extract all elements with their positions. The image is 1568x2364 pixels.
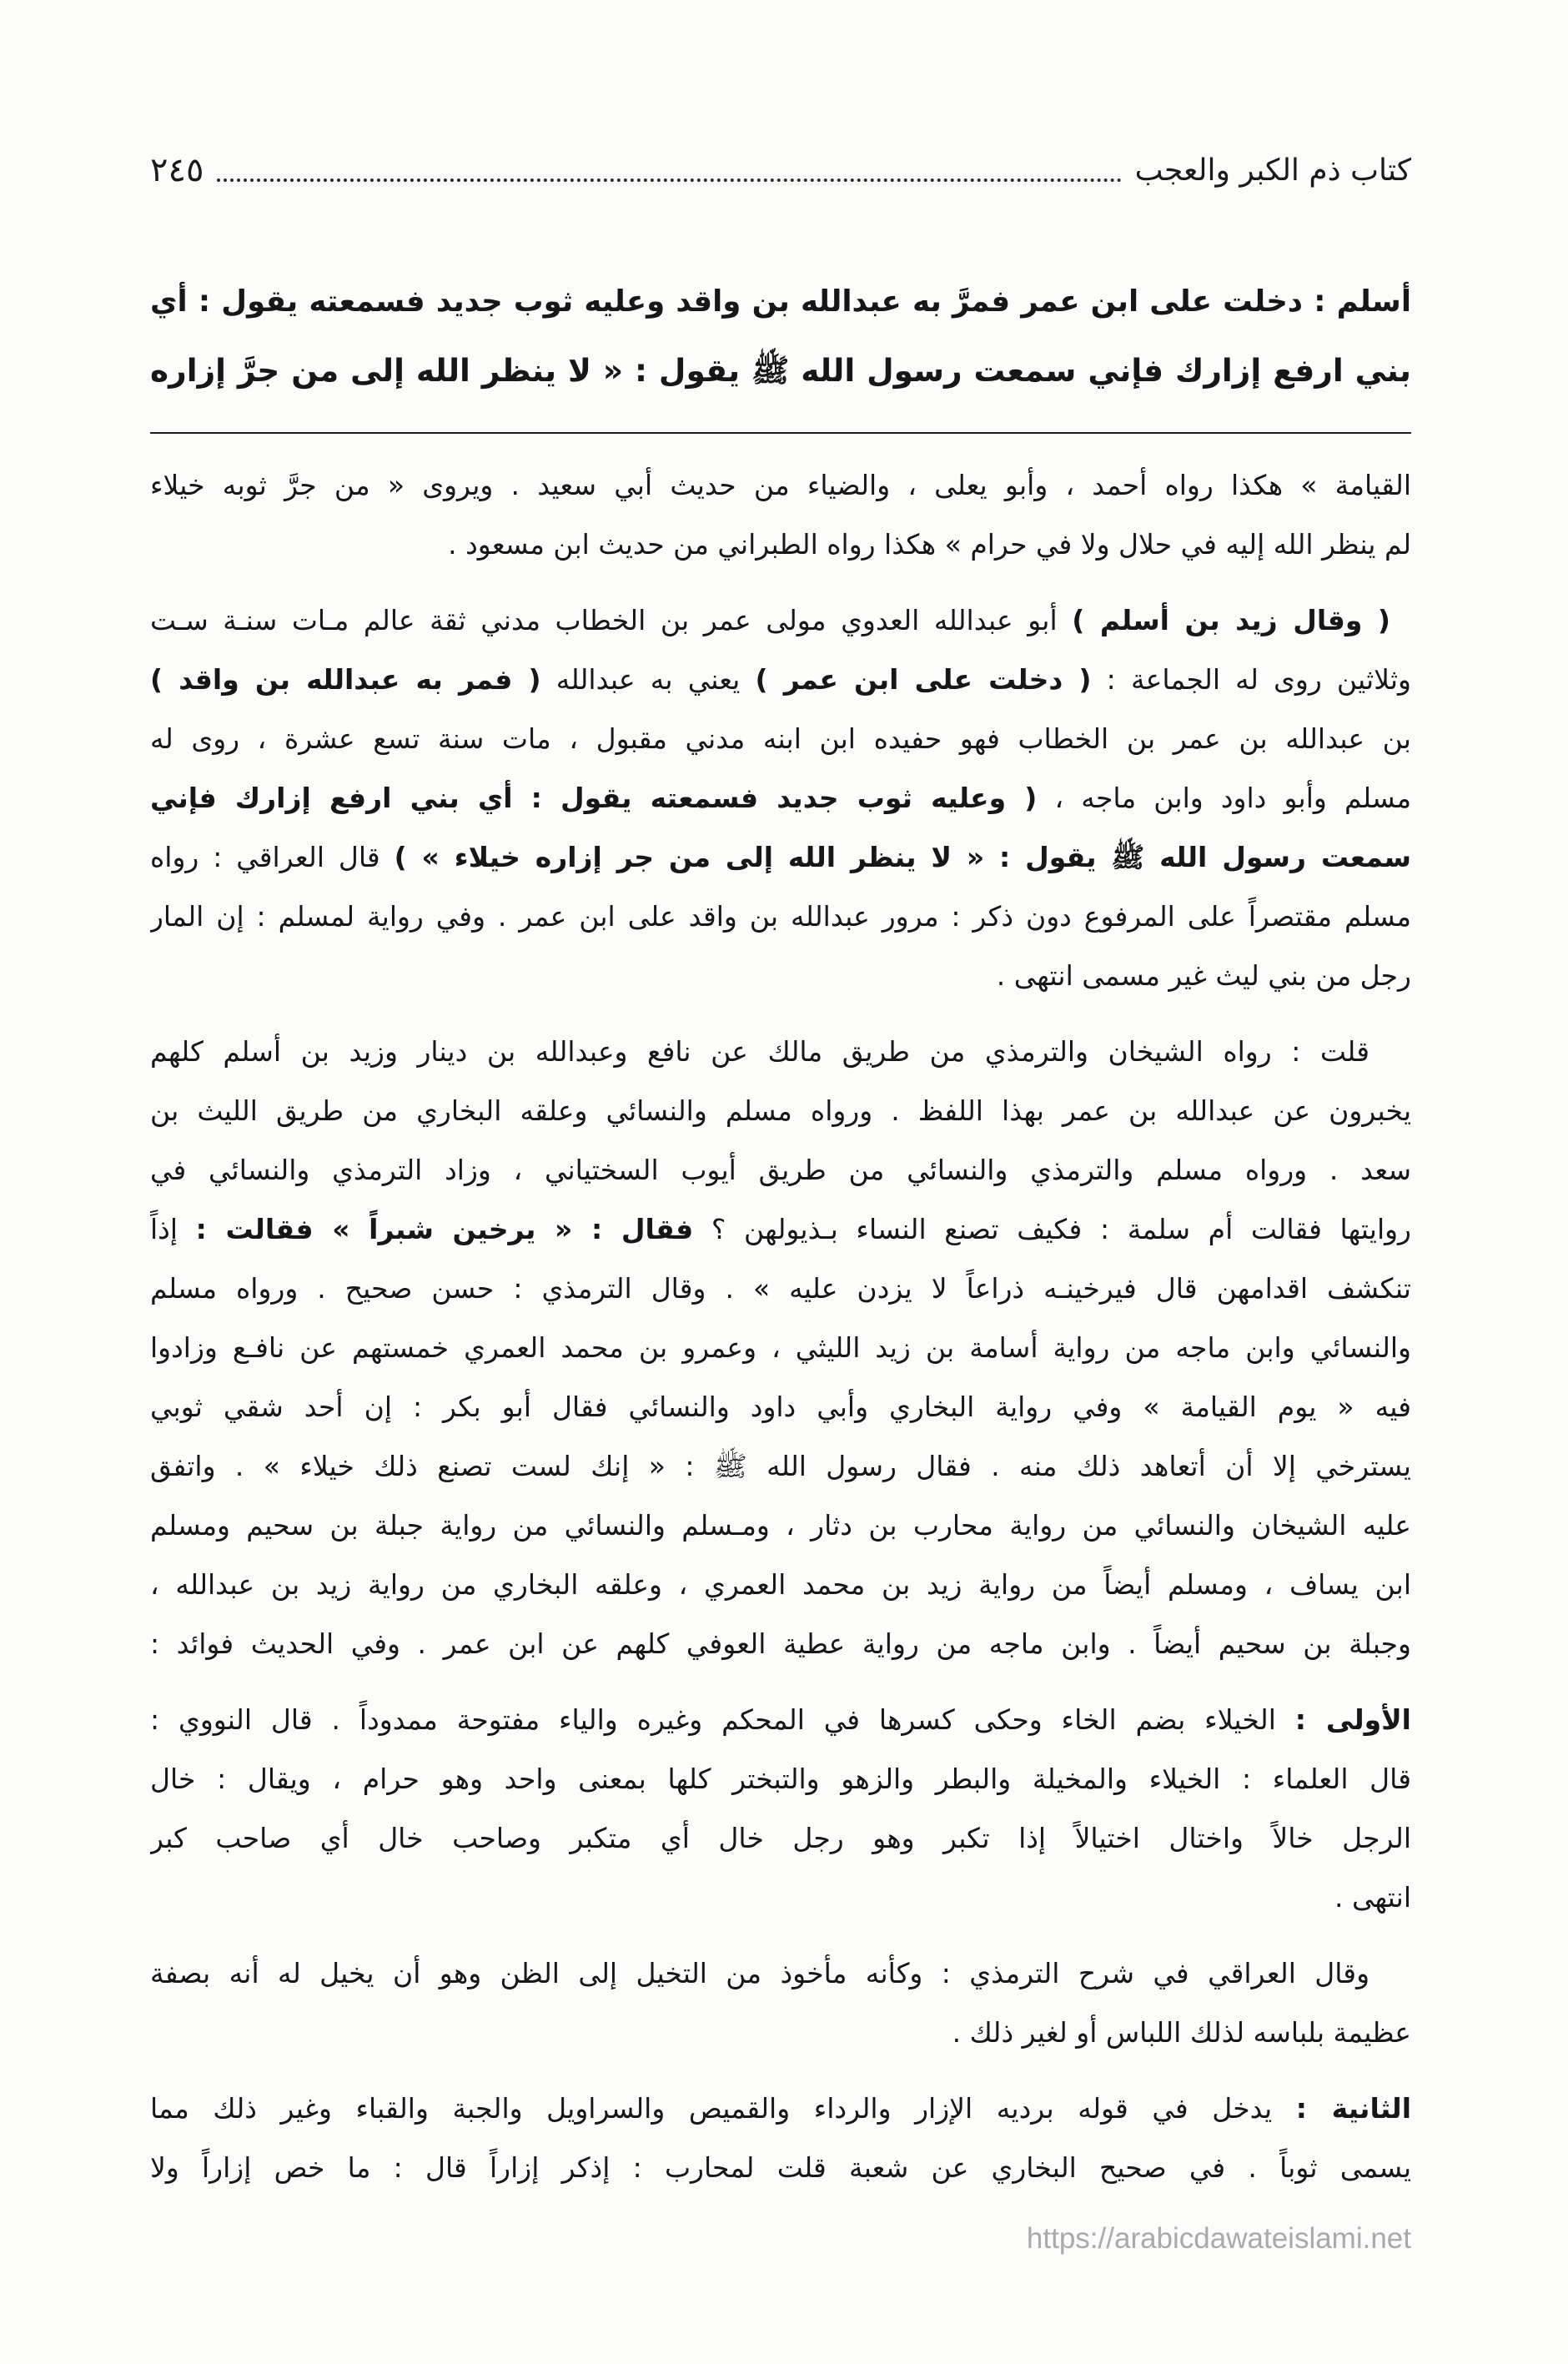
bold-text-segment: الأولى : [1294, 1703, 1411, 1736]
commentary-line [150, 1022, 1411, 1081]
commentary-paragraph [150, 591, 1411, 1005]
commentary-line [150, 1318, 1411, 1377]
text-segment: وجبلة بن سحيم أيضاً . وابن ماجه من رواية عطية العوفي كلهم عن ابن عمر . وفي الحديث فوائد : [150, 1627, 1411, 1660]
text-segment: إذاً [150, 1213, 196, 1245]
text-segment: عليه الشيخان والنسائي من رواية محارب بن دثار ، ومـسلم والنسائي من رواية جبلة بن سحيم ومسلم [150, 1509, 1411, 1542]
bold-text-segment: ( وقال زيد بن أسلم ) [1072, 604, 1390, 636]
text-segment: قال العلماء : الخيلاء والمخيلة والبطر والزهو والتبختر كلها بمعنى واحد وهو حرام ، ويقال : خال [150, 1763, 1411, 1795]
commentary-line [150, 2138, 1411, 2197]
commentary-line [150, 1944, 1411, 2003]
commentary-line [150, 1808, 1411, 1868]
text-segment: يعني به عبدالله [540, 663, 756, 696]
matn-line [150, 336, 1411, 405]
commentary-line [150, 768, 1411, 827]
commentary-line [150, 1614, 1411, 1673]
bold-text-segment: ( فمر به عبدالله بن واقد ) [150, 663, 541, 696]
text-segment: وقال العراقي في شرح الترمذي : وكأنه مأخوذ من التخيل إلى الظن وهو أن يخيل له أنه بصفة [150, 1957, 1369, 1989]
commentary-line [150, 515, 1411, 574]
commentary-line [150, 1749, 1411, 1808]
commentary-line [150, 1140, 1411, 1200]
text-segment: بن عبدالله بن عمر بن الخطاب فهو حفيده ابن ابنه مدني مقبول ، مات سنة تسع عشرة ، روى له [150, 722, 1411, 755]
text-segment: رجل من بني ليث غير مسمى انتهى . [996, 959, 1411, 992]
text-segment: انتهى . [1334, 1881, 1411, 1914]
commentary-line [150, 1868, 1411, 1927]
text-segment: لم ينظر الله إليه في حلال ولا في حرام » هكذا رواه الطبراني من حديث ابن مسعود . [448, 528, 1411, 561]
text-segment: مسلم وأبو داود وابن ماجه ، [1037, 782, 1411, 814]
text-segment: أسلم : دخلت على ابن عمر فمرَّ به عبدالله بن واقد وعليه ثوب جديد فسمعته يقول : أي [150, 284, 1411, 319]
text-segment: الرجل خالاً واختال اختيالاً إذا تكبر وهو رجل خال أي متكبر وصاحب خال أي صاحب كبر [150, 1822, 1411, 1854]
matn-text [150, 267, 1411, 405]
bold-text-segment: ( دخلت على ابن عمر ) [755, 663, 1092, 696]
commentary-paragraph [150, 1690, 1411, 1927]
commentary-paragraph [150, 1944, 1411, 2062]
text-segment: روايتها فقالت أم سلمة : فكيف تصنع النساء بـذيولهن ؟ [693, 1213, 1411, 1245]
watermark-url: https://arabicdawateislami.net [1026, 2222, 1411, 2255]
commentary-line [150, 1200, 1411, 1259]
commentary-paragraph [150, 1022, 1411, 1673]
text-segment: فيه « يوم القيامة » وفي رواية البخاري وأبي داود والنسائي فقال أبو بكر : إن أحد شقي ثوبي [150, 1391, 1411, 1423]
commentary-line [150, 1259, 1411, 1318]
commentary-line [150, 1436, 1411, 1496]
commentary-line [150, 1496, 1411, 1555]
text-segment: سعد . ورواه مسلم والترمذي والنسائي من طريق أيوب السختياني ، وزاد الترمذي والنسائي في [150, 1154, 1411, 1186]
text-segment: تنكشف اقدامهن قال فيرخينـه ذراعاً لا يزدن عليه » . وقال الترمذي : حسن صحيح . ورواه مسلم [150, 1272, 1411, 1305]
text-segment: يدخل في قوله برديه الإزار والرداء والقميص والسراويل والجبة والقباء وغير ذلك مما [150, 2092, 1296, 2125]
text-segment: يخبرون عن عبدالله بن عمر بهذا اللفظ . ورواه مسلم والنسائي وعلقه البخاري من طريق الليث بن [150, 1094, 1411, 1127]
text-segment: القيامة » هكذا رواه أحمد ، وأبو يعلى ، والضياء من حديث أبي سعيد . ويروى « من جرَّ ثوبه خيلاء [150, 469, 1411, 501]
commentary-line [150, 2079, 1411, 2138]
commentary-line [150, 650, 1411, 709]
commentary-line [150, 887, 1411, 946]
bold-text-segment: الثانية : [1295, 2092, 1411, 2125]
commentary-line [150, 1377, 1411, 1436]
commentary-line [150, 1555, 1411, 1614]
text-segment: وثلاثين روى له الجماعة : [1091, 663, 1411, 696]
commentary-line [150, 946, 1411, 1005]
text-segment: قال العراقي : رواه [150, 841, 395, 873]
commentary-line [150, 827, 1411, 887]
commentary-line [150, 455, 1411, 515]
commentary-line [150, 591, 1411, 650]
running-header [150, 147, 1411, 194]
commentary-line [150, 1690, 1411, 1749]
matn-line [150, 267, 1411, 336]
text-segment: مسلم مقتصراً على المرفوع دون ذكر : مرور عبدالله بن واقد على ابن عمر . وفي رواية لمسلم : إن المار [150, 900, 1411, 933]
text-segment: قلت : رواه الشيخان والترمذي من طريق مالك عن نافع وعبدالله بن دينار وزيد بن أسلم كلهم [150, 1035, 1369, 1068]
bold-text-segment: فقال : « يرخين شبراً » فقالت : [195, 1213, 694, 1245]
dotted-leader [217, 179, 1121, 182]
bold-text-segment: ( وعليه ثوب جديد فسمعته يقول : أي بني ارفع إزارك فإني [150, 782, 1038, 814]
text-segment: يسترخي إلا أن أتعاهد ذلك منه . فقال رسول الله ﷺ : « إنك لست تصنع ذلك خيلاء » . واتفق [150, 1450, 1411, 1482]
text-segment: عظيمة بلباسه لذلك اللباس أو لغير ذلك . [952, 2016, 1411, 2049]
text-segment: الخيلاء بضم الخاء وحكى كسرها في المحكم وغيره والياء مفتوحة ممدوداً . قال النووي : [150, 1703, 1295, 1736]
commentary-line [150, 2003, 1411, 2062]
text-segment: بني ارفع إزارك فإني سمعت رسول الله ﷺ يقول : « لا ينظر الله إلى من جرَّ إزاره [150, 352, 1411, 389]
page-number: ٢٤٥ [150, 151, 204, 189]
commentary-text [150, 455, 1411, 2214]
text-segment: والنسائي وابن ماجه من رواية أسامة بن زيد الليثي ، وعمرو بن محمد العمري خمستهم عن نافـع وزادوا [150, 1331, 1411, 1364]
text-segment: أبو عبدالله العدوي مولى عمر بن الخطاب مدني ثقة عالم مـات سنـة سـت [150, 604, 1073, 636]
bold-text-segment: سمعت رسول الله ﷺ يقول : « لا ينظر الله إلى من جر إزاره خيلاء » ) [394, 841, 1411, 873]
commentary-paragraph [150, 455, 1411, 574]
commentary-paragraph [150, 2079, 1411, 2197]
text-segment: ابن يساف ، ومسلم أيضاً من رواية زيد بن محمد العمري ، وعلقه البخاري من رواية زيد بن عبدالله ، [150, 1568, 1411, 1601]
commentary-line [150, 1081, 1411, 1140]
text-segment: يسمى ثوباً . في صحيح البخاري عن شعبة قلت لمحارب : إذكر إزاراً قال : ما خص إزاراً ولا [150, 2151, 1411, 2184]
chapter-title: كتاب ذم الكبر والعجب [1134, 153, 1411, 188]
commentary-line [150, 709, 1411, 768]
footnote-separator-rule [150, 432, 1411, 434]
